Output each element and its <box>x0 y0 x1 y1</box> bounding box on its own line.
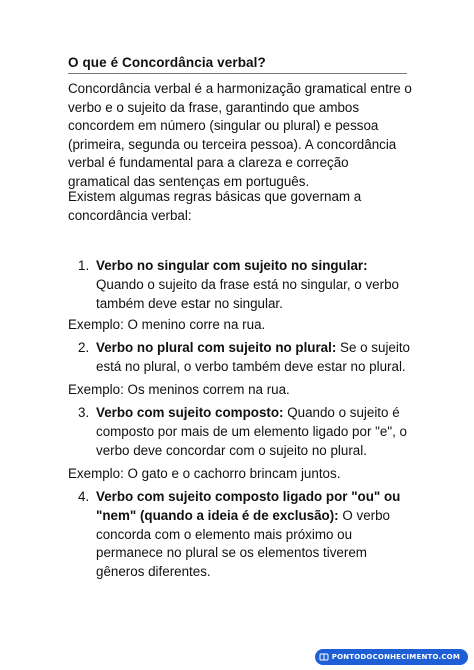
rule-number: 1. <box>78 258 90 273</box>
example-3: Exemplo: O gato e o cachorro brincam juntos. <box>68 466 341 481</box>
rule-heading: Verbo com sujeito composto ligado por "ou" ou "nem" (quando a ideia é de exclusão): <box>96 489 401 523</box>
rule-text: Se o sujeito está no plural, o verbo também deve estar no plural. <box>96 340 411 374</box>
site-badge[interactable] <box>315 649 468 665</box>
rule-heading: Verbo no plural com sujeito no plural: <box>96 340 337 355</box>
rule-text: Quando o sujeito é composto por mais de um elemento ligado por "e", o verbo deve concordar com o sujeito no plural. <box>96 405 407 458</box>
rule-number: 3. <box>78 405 90 420</box>
rule-number: 2. <box>78 340 90 355</box>
title-divider <box>68 73 407 74</box>
rule-item-3 <box>78 404 416 460</box>
rule-item-1 <box>78 257 416 313</box>
example-1: Exemplo: O menino corre na rua. <box>68 317 266 332</box>
rule-number: 4. <box>78 489 90 504</box>
rule-heading: Verbo no singular com sujeito no singular: <box>96 258 368 273</box>
rule-heading: Verbo com sujeito composto: <box>96 405 284 420</box>
site-badge-text: PONTODOCONHECIMENTO.COM <box>331 653 460 661</box>
rules-intro-paragraph: Existem algumas regras básicas que governam a concordância verbal: <box>68 189 362 223</box>
intro-paragraph: Concordância verbal é a harmonização gramatical entre o verbo e o sujeito da frase, garantindo que ambos concordem em número (singular ou plural) e pessoa (primeira, segunda ou terceira pessoa). A concordância verbal é fundamental para a clareza e correção gramatical das sentenças em português. <box>68 81 412 189</box>
rule-item-4 <box>78 488 416 582</box>
page-title: O que é Concordância verbal? <box>68 55 266 70</box>
rule-item-2 <box>78 339 416 377</box>
example-2: Exemplo: Os meninos correm na rua. <box>68 382 290 397</box>
book-icon <box>319 652 329 662</box>
rule-text: O verbo concorda com o elemento mais próximo ou permanece no plural se os elementos tiverem gêneros diferentes. <box>96 507 390 580</box>
rule-text: Quando o sujeito da frase está no singular, o verbo também deve estar no singular. <box>96 276 399 311</box>
